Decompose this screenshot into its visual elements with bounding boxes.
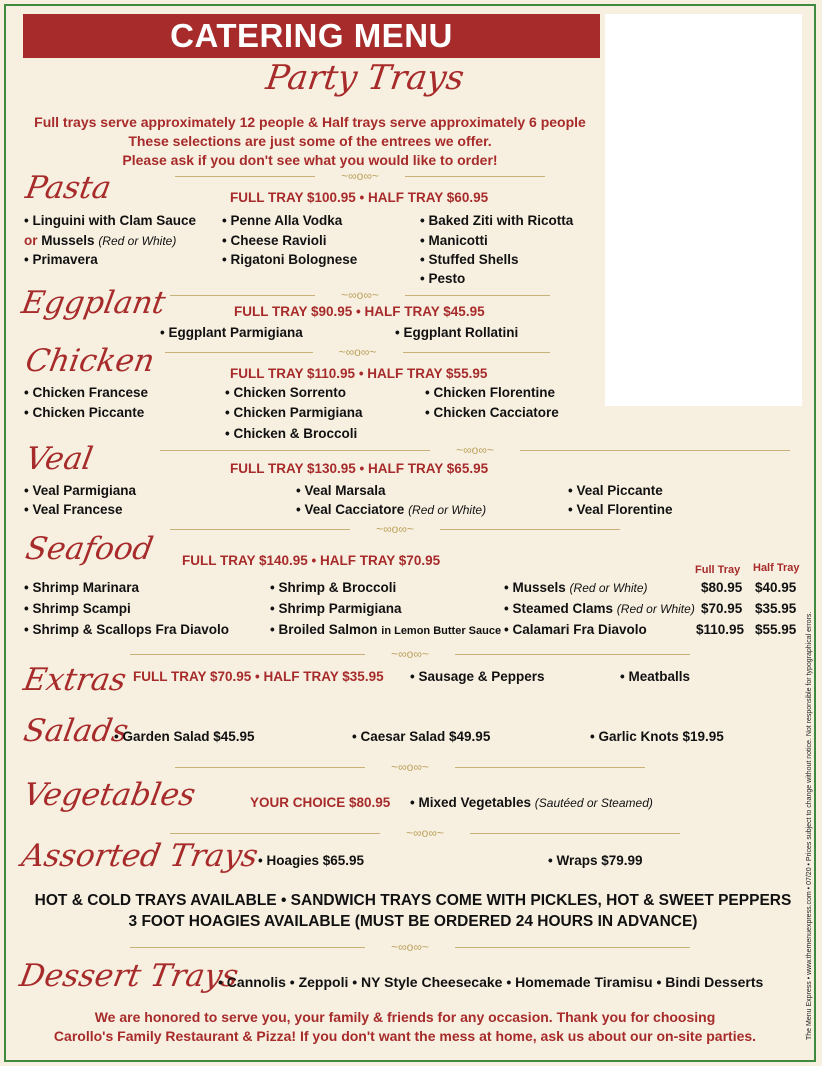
menu-item: • Veal Florentine [568, 502, 673, 517]
item-note: (Red or White) [408, 503, 487, 517]
section-title-extras: Extras [20, 662, 129, 698]
menu-item: • Stuffed Shells [420, 252, 519, 267]
menu-item: • Eggplant Parmigiana [160, 325, 303, 340]
divider: ~∞o∞~ [175, 169, 545, 183]
menu-item: • Veal Marsala [296, 483, 386, 498]
menu-item: • Chicken Francese [24, 385, 149, 400]
menu-item: • Shrimp Scampi [24, 601, 131, 616]
menu-item: • Garden Salad $45.95 [114, 729, 255, 744]
menu-item: • Chicken & Broccoli [225, 426, 358, 441]
title-banner [23, 14, 600, 58]
menu-item: • Meatballs [620, 669, 690, 684]
section-title-pasta: Pasta [22, 170, 114, 206]
item-label: • Steamed Clams [504, 601, 614, 616]
section-title-eggplant: Eggplant [18, 285, 169, 321]
divider: ~∞o∞~ [170, 826, 680, 840]
seafood-price: FULL TRAY $140.95 • HALF TRAY $70.95 [182, 553, 441, 568]
mussels-note: (Red or White) [98, 234, 177, 248]
party-trays-heading: Party Trays [263, 58, 467, 98]
item-note: (Sautéed or Steamed) [534, 796, 653, 810]
menu-item: • Shrimp Marinara [24, 580, 140, 595]
menu-item: • Shrimp & Broccoli [270, 580, 397, 595]
menu-item: • Linguini with Clam Sauce [24, 213, 196, 228]
divider: ~∞o∞~ [160, 443, 790, 457]
eggplant-price: FULL TRAY $90.95 • HALF TRAY $45.95 [234, 304, 485, 319]
extras-price: FULL TRAY $70.95 • HALF TRAY $35.95 [133, 669, 384, 684]
menu-item: • Wraps $79.99 [548, 853, 643, 868]
menu-item-broiled-salmon [270, 622, 501, 637]
trays-note-line-1: HOT & COLD TRAYS AVAILABLE • SANDWICH TRAYS COME WITH PICKLES, HOT & SWEET PEPPERS [34, 892, 792, 909]
menu-item: • Chicken Piccante [24, 405, 145, 420]
dessert-items: • Cannolis • Zeppoli • NY Style Cheesecake • Homemade Tiramisu • Bindi Desserts [218, 974, 764, 990]
menu-item: • Penne Alla Vodka [222, 213, 343, 228]
intro-line-3: Please ask if you don't see what you would like to order! [122, 152, 498, 168]
item-note: in Lemon Butter Sauce [381, 625, 502, 637]
menu-item: • Caesar Salad $49.95 [352, 729, 491, 744]
menu-item: • Baked Ziti with Ricotta [420, 213, 574, 228]
divider: ~∞o∞~ [175, 760, 645, 774]
section-title-veal: Veal [22, 441, 96, 477]
section-title-assorted-trays: Assorted Trays [18, 838, 261, 874]
item-label: • Mussels [504, 580, 566, 595]
section-title-dessert-trays: Dessert Trays [16, 958, 242, 994]
full-tray-price: $70.95 [701, 601, 743, 616]
section-title-seafood: Seafood [22, 531, 156, 567]
vegetables-price: YOUR CHOICE $80.95 [250, 795, 391, 810]
menu-item-veal-cacciatore [296, 502, 486, 517]
menu-item: • Chicken Florentine [425, 385, 555, 400]
section-title-vegetables: Vegetables [20, 777, 199, 813]
menu-item: • Shrimp & Scallops Fra Diavolo [24, 622, 230, 637]
full-tray-price: $110.95 [696, 622, 745, 637]
menu-item: • Veal Parmigiana [24, 483, 137, 498]
menu-item-mussels [24, 233, 176, 248]
item-label: • Broiled Salmon [270, 622, 378, 637]
veal-price: FULL TRAY $130.95 • HALF TRAY $65.95 [230, 461, 489, 476]
item-label: • Veal Cacciatore [296, 502, 405, 517]
page-title: CATERING MENU [170, 17, 453, 54]
menu-item: • Cheese Ravioli [222, 233, 327, 248]
priced-item-row [504, 601, 695, 616]
full-tray-column-header: Full Tray [695, 564, 741, 576]
intro-line-1: Full trays serve approximately 12 people & Half trays serve approximately 6 people [34, 114, 586, 130]
menu-item: • Chicken Cacciatore [425, 405, 559, 420]
menu-item: • Shrimp Parmigiana [270, 601, 402, 616]
closing-line-1: We are honored to serve you, your family & friends for any occasion. Thank you for choosing [94, 1009, 716, 1025]
menu-item: • Primavera [24, 252, 98, 267]
divider: ~∞o∞~ [165, 345, 550, 359]
mussels-label: Mussels [41, 233, 95, 248]
item-note: (Red or White) [569, 581, 648, 595]
divider: ~∞o∞~ [170, 288, 550, 302]
divider: ~∞o∞~ [130, 940, 690, 954]
menu-item: • Sausage & Peppers [410, 669, 545, 684]
section-title-chicken: Chicken [22, 343, 158, 379]
menu-item: • Chicken Sorrento [225, 385, 346, 400]
menu-item: • Rigatoni Bolognese [222, 252, 358, 267]
or-label: or [24, 233, 38, 248]
menu-item: • Veal Piccante [568, 483, 663, 498]
divider: ~∞o∞~ [170, 522, 620, 536]
menu-item: • Veal Francese [24, 502, 123, 517]
blank-panel [605, 14, 802, 406]
half-tray-column-header: Half Tray [753, 562, 800, 574]
closing-line-2: Carollo's Family Restaurant & Pizza! If you don't want the mess at home, ask us about our on-site parties. [53, 1028, 757, 1044]
half-tray-price: $40.95 [755, 580, 797, 595]
full-tray-price: $80.95 [701, 580, 743, 595]
menu-item: • Eggplant Rollatini [395, 325, 519, 340]
trays-note-line-2: 3 FOOT HOAGIES AVAILABLE (MUST BE ORDERED 24 HOURS IN ADVANCE) [128, 913, 698, 930]
priced-item-row: • Calamari Fra Diavolo [504, 622, 647, 637]
half-tray-price: $55.95 [755, 622, 797, 637]
side-footer: The Menu Express • www.themenuexpress.com • 07/20 • Prices subject to change without notice. Not responsible for typographical errors. [806, 611, 813, 1040]
intro-line-2: These selections are just some of the entrees we offer. [128, 133, 492, 149]
priced-item-row [504, 580, 648, 595]
item-label: • Mixed Vegetables [410, 795, 532, 810]
divider: ~∞o∞~ [130, 647, 690, 661]
menu-item: • Manicotti [420, 233, 488, 248]
menu-item: • Chicken Parmigiana [225, 405, 363, 420]
menu-item-mixed-vegetables [410, 795, 653, 810]
chicken-price: FULL TRAY $110.95 • HALF TRAY $55.95 [230, 366, 488, 381]
section-title-salads: Salads [20, 713, 132, 749]
pasta-price: FULL TRAY $100.95 • HALF TRAY $60.95 [230, 190, 489, 205]
menu-item: • Pesto [420, 271, 466, 286]
half-tray-price: $35.95 [755, 601, 797, 616]
item-note: (Red or White) [616, 602, 695, 616]
menu-item: • Garlic Knots $19.95 [590, 729, 724, 744]
menu-item: • Hoagies $65.95 [258, 853, 365, 868]
